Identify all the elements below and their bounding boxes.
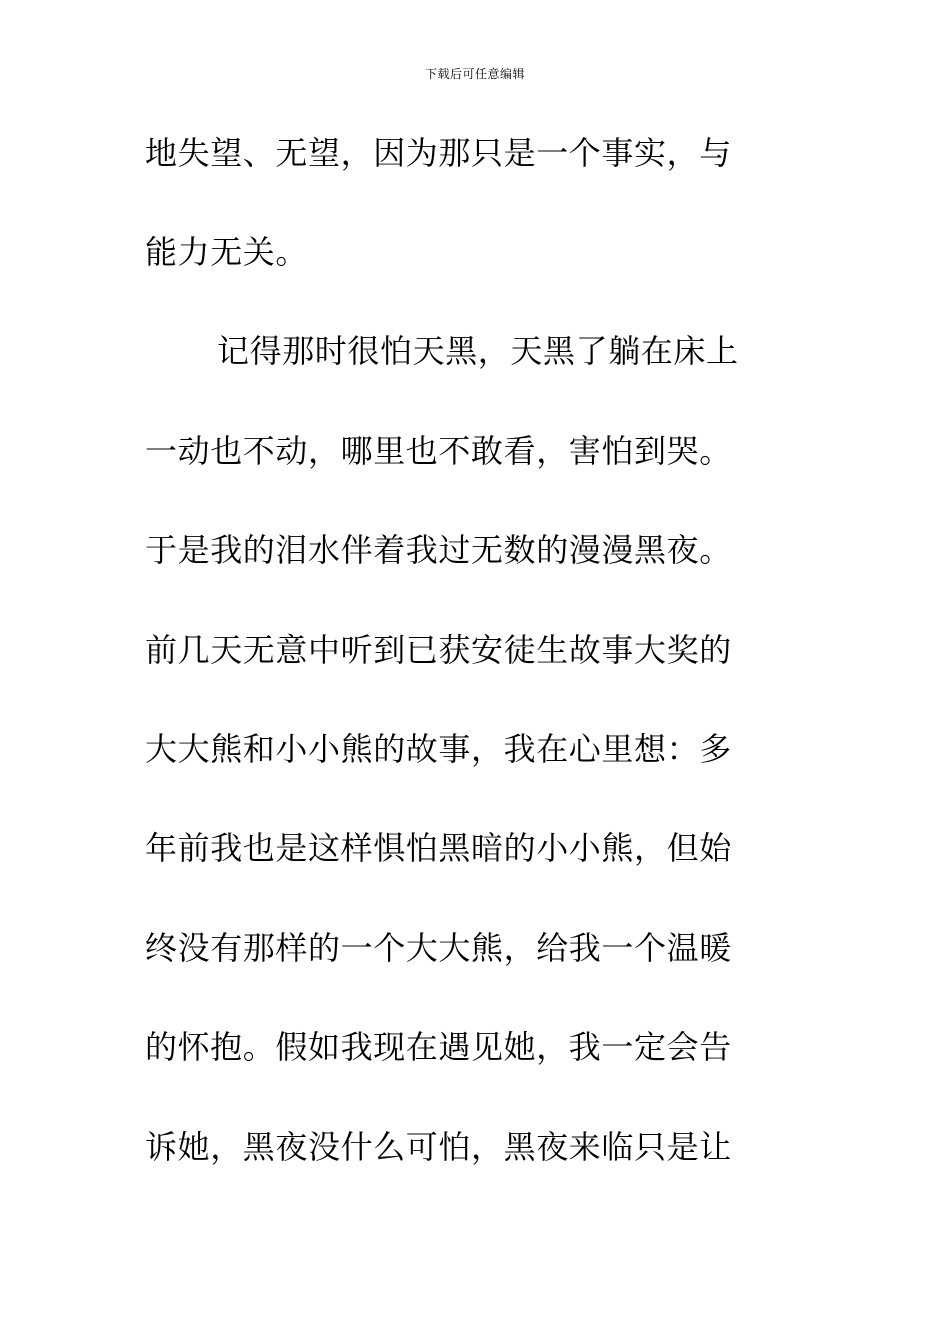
text-line-10: 的怀抱。假如我现在遇见她，我一定会告 [145, 1028, 732, 1066]
text-line-7: 大大熊和小小熊的故事，我在心里想：多 [145, 730, 732, 768]
text-line-1: 地失望、无望，因为那只是一个事实，与 [145, 134, 732, 172]
text-line-3: 记得那时很怕天黑，天黑了躺在床上 [217, 332, 739, 370]
text-line-9: 终没有那样的一个大大熊，给我一个温暖 [145, 929, 732, 967]
text-line-5: 于是我的泪水伴着我过无数的漫漫黑夜。 [145, 531, 732, 569]
text-line-11: 诉她，黑夜没什么可怕，黑夜来临只是让 [145, 1128, 732, 1166]
text-line-2: 能力无关。 [145, 233, 309, 271]
text-line-4: 一动也不动，哪里也不敢看，害怕到哭。 [145, 432, 732, 470]
page-header: 下载后可任意编辑 [424, 67, 525, 81]
text-line-8: 年前我也是这样惧怕黑暗的小小熊，但始 [145, 829, 732, 867]
text-line-6: 前几天无意中听到已获安徒生故事大奖的 [145, 631, 732, 669]
